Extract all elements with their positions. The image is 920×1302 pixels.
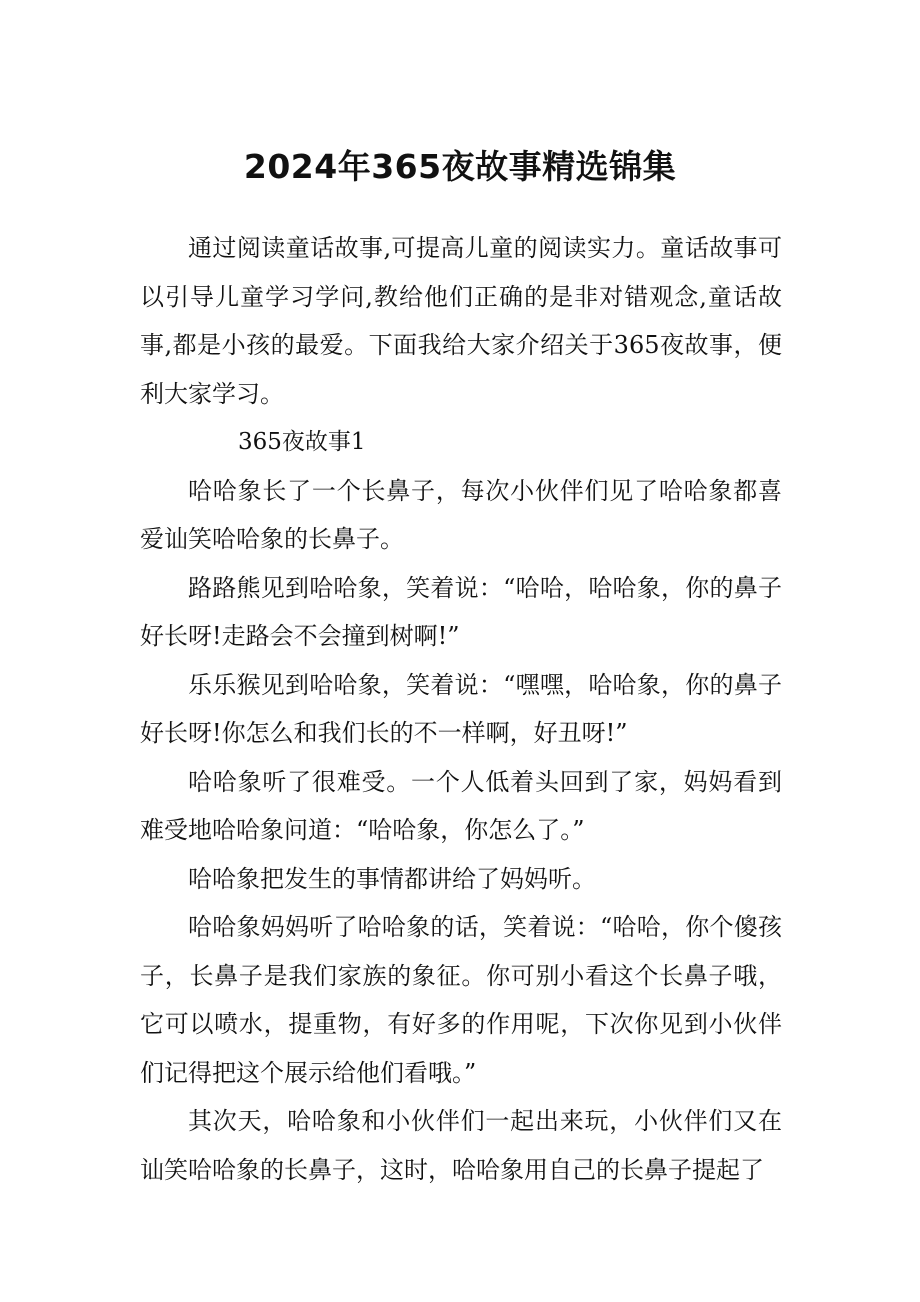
section-heading: 365夜故事1 [238, 429, 366, 455]
story-paragraph-5: 哈哈象把发生的事情都讲给了妈妈听。 [188, 864, 596, 893]
story-paragraph-3: 乐乐猴见到哈哈象，笑着说：“嘿嘿，哈哈象，你的鼻子好长呀!你怎么和我们长的不一样啊，好丑呀!” [140, 670, 782, 747]
document-title: 2024年365夜故事精选锦集 [243, 147, 677, 186]
intro-paragraph: 通过阅读童话故事,可提高儿童的阅读实力。童话故事可以引导儿童学习学问,教给他们正确的是非对错观念,童话故事,都是小孩的最爱。下面我给大家介绍关于365夜故事，便利大家学习。 [140, 234, 782, 408]
story-paragraph-6: 哈哈象妈妈听了哈哈象的话，笑着说：“哈哈，你个傻孩子，长鼻子是我们家族的象征。你可别小看这个长鼻子哦，它可以喷水，提重物，有好多的作用呢，下次你见到小伙伴们记得把这个展示给他们看哦。” [140, 913, 782, 1087]
story-paragraph-4: 哈哈象听了很难受。一个人低着头回到了家，妈妈看到难受地哈哈象问道：“哈哈象，你怎么了。” [140, 767, 782, 844]
story-paragraph-7: 其次天，哈哈象和小伙伴们一起出来玩，小伙伴们又在讪笑哈哈象的长鼻子，这时，哈哈象用自己的长鼻子提起了 [140, 1107, 782, 1184]
story-paragraph-2: 路路熊见到哈哈象，笑着说：“哈哈，哈哈象，你的鼻子好长呀!走路会不会撞到树啊!” [140, 573, 782, 650]
document-body [140, 224, 782, 1194]
story-paragraph-1: 哈哈象长了一个长鼻子，每次小伙伴们见了哈哈象都喜爱讪笑哈哈象的长鼻子。 [140, 476, 782, 553]
